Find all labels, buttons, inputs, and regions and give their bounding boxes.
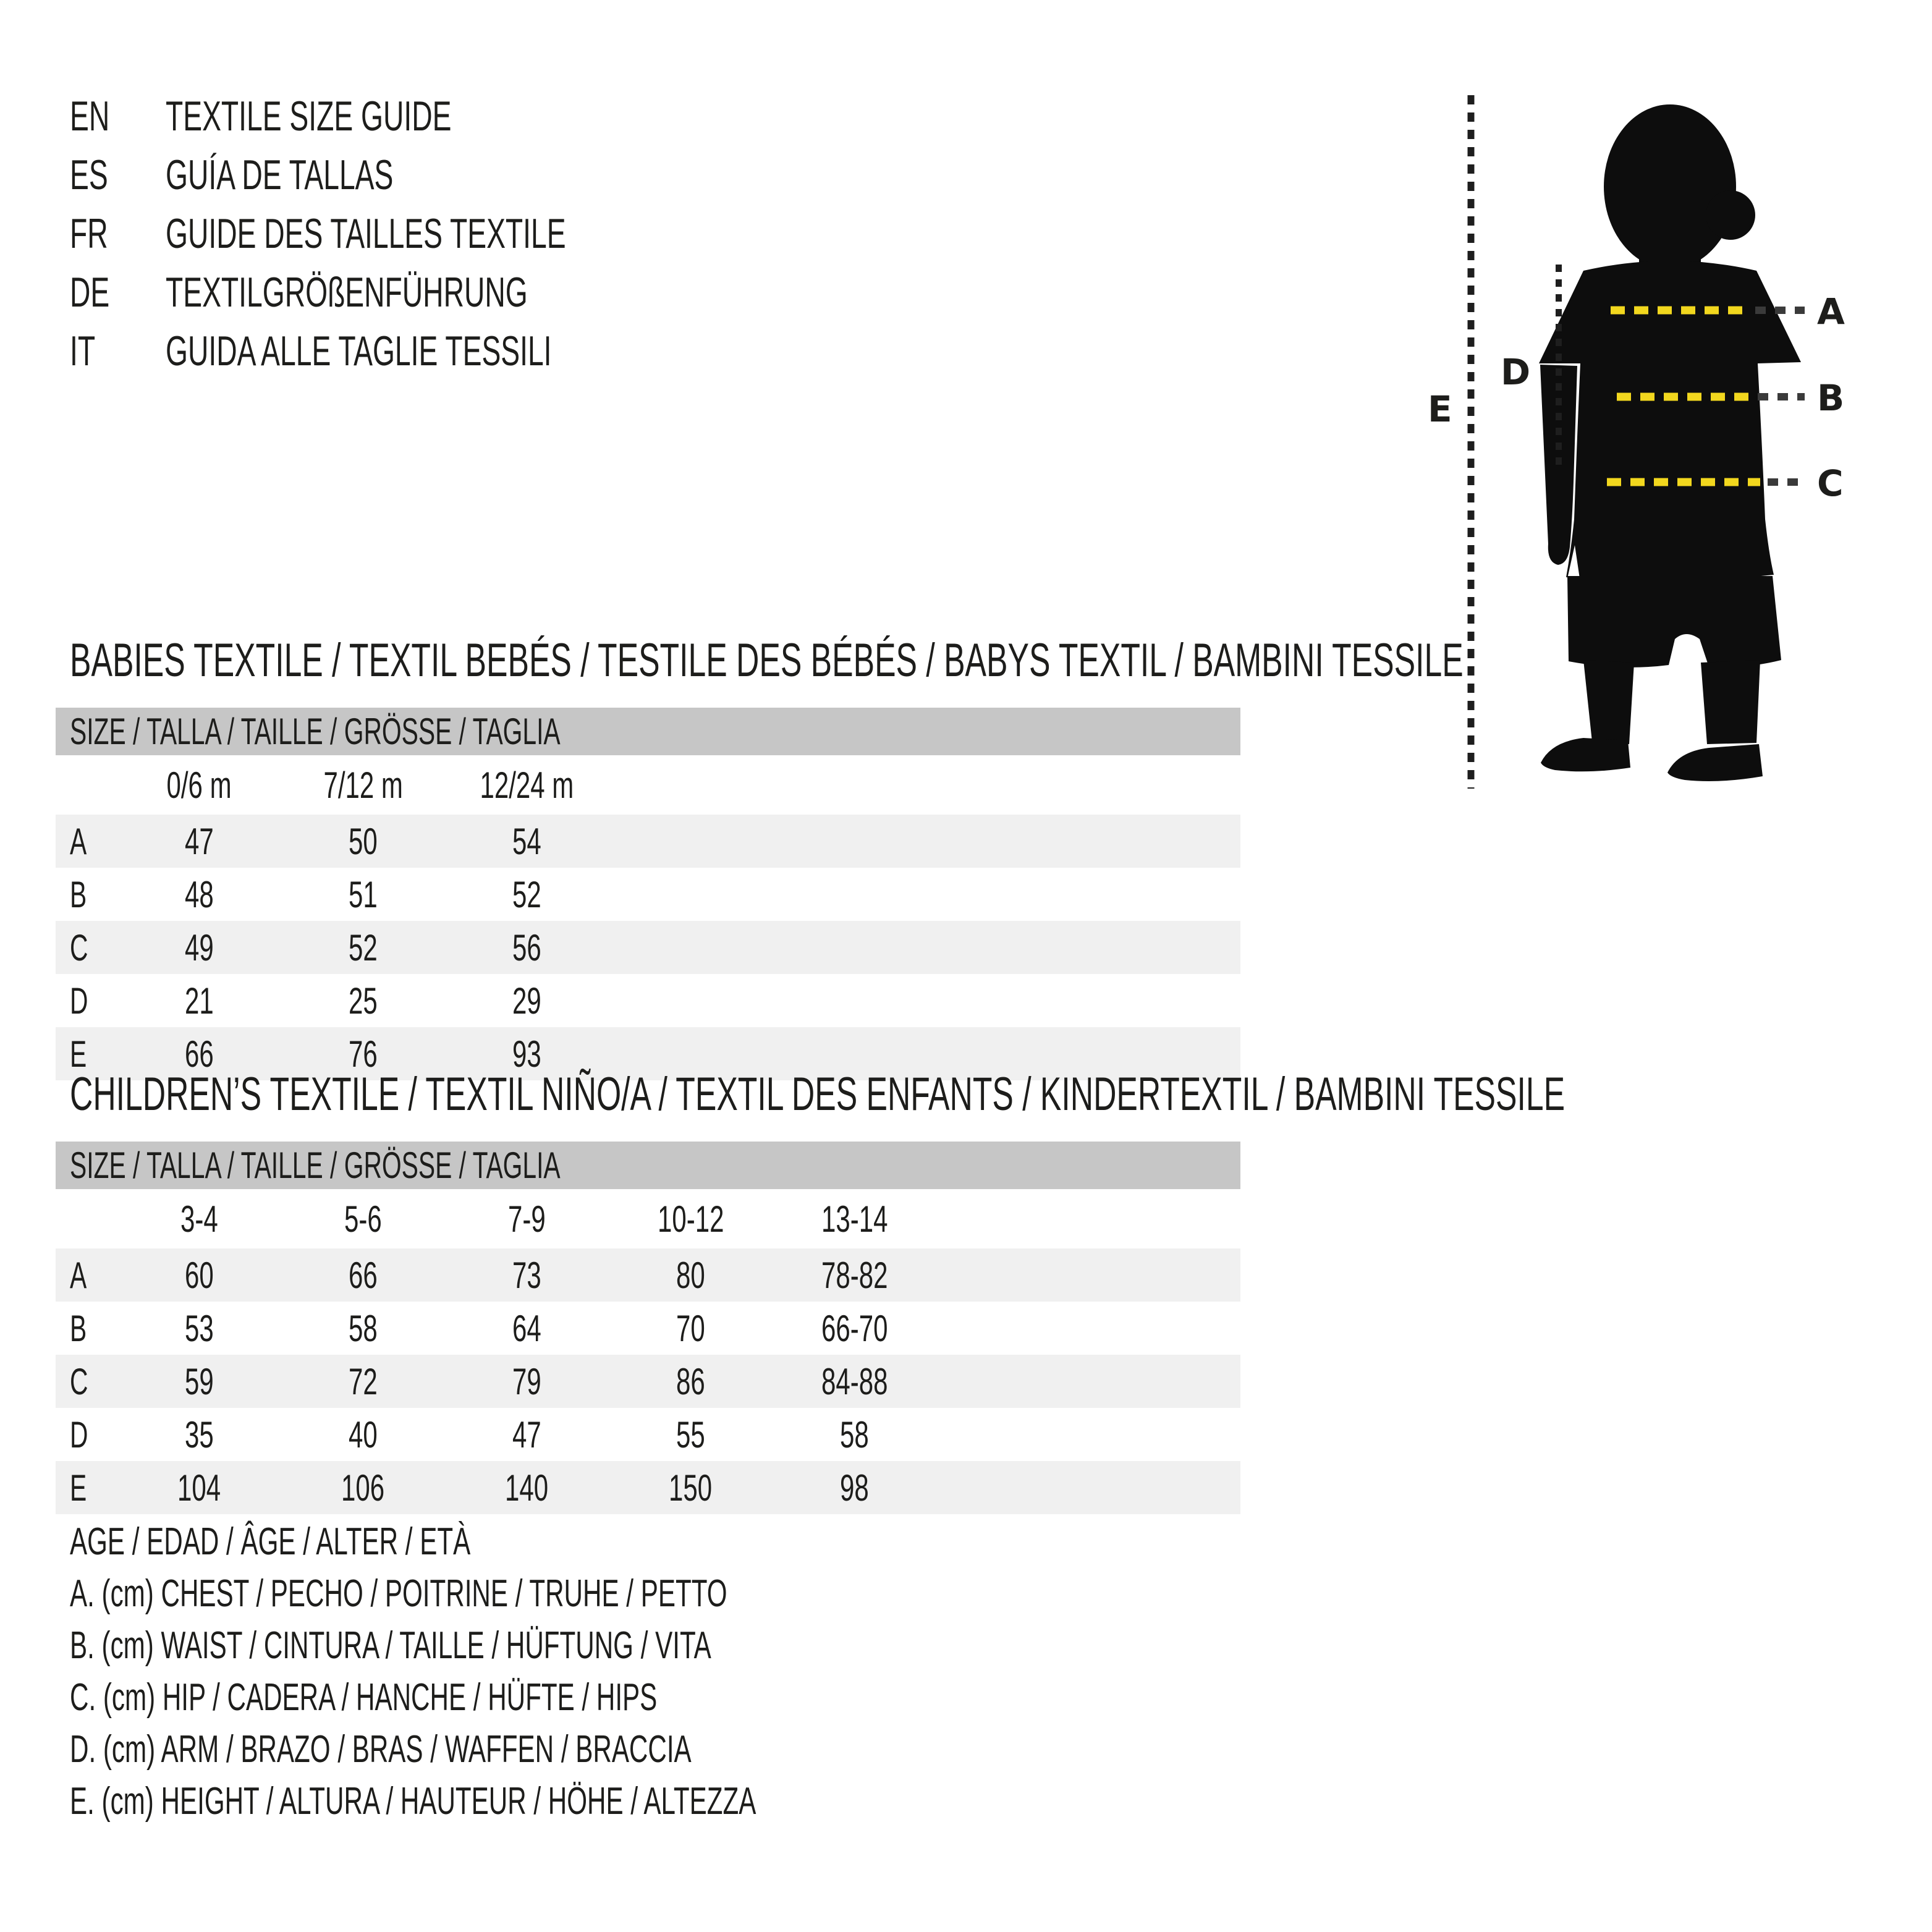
- children-column-headers: [56, 1189, 1240, 1248]
- table-cell: 60: [185, 1254, 214, 1296]
- column-header: 3-4: [180, 1198, 218, 1240]
- language-code: IT: [70, 327, 96, 375]
- table-cell: 49: [185, 926, 214, 968]
- legend-line: B. (cm) WAIST / CINTURA / TAILLE / HÜFTUNG / VITA: [70, 1624, 711, 1667]
- table-row: [56, 921, 1240, 974]
- column-header: 7/12 m: [323, 764, 403, 806]
- language-guide-title: GUÍA DE TALLAS: [166, 151, 394, 198]
- children-table-header-bar: [56, 1142, 1240, 1189]
- table-cell: 25: [349, 980, 378, 1022]
- table-cell: 66: [349, 1254, 378, 1296]
- language-code: DE: [70, 268, 110, 316]
- table-row: [56, 1302, 1240, 1355]
- language-row: [70, 87, 754, 145]
- table-cell: 59: [185, 1360, 214, 1402]
- measurement-legend: [70, 1515, 1079, 1827]
- row-label: C: [70, 1360, 88, 1402]
- babies-column-headers: [56, 755, 1240, 815]
- table-cell: 52: [349, 926, 378, 968]
- children-table-rows: [56, 1248, 1240, 1514]
- language-guide-title: TEXTILE SIZE GUIDE: [166, 92, 452, 140]
- table-row: [56, 1248, 1240, 1302]
- legend-line: A. (cm) CHEST / PECHO / POITRINE / TRUHE / PETTO: [70, 1572, 727, 1615]
- table-cell: 104: [177, 1467, 221, 1509]
- measurement-diagram: [1421, 87, 1932, 797]
- table-cell: 93: [512, 1033, 541, 1075]
- table-cell: 72: [349, 1360, 378, 1402]
- table-cell: 56: [512, 926, 541, 968]
- row-label: D: [70, 980, 88, 1022]
- children-section-title-text: CHILDREN’S TEXTILE / TEXTIL NIÑO/A / TEXTIL DES ENFANTS / KINDERTEXTIL / BAMBINI TESSILE: [70, 1067, 1566, 1121]
- table-cell: 73: [512, 1254, 541, 1296]
- table-cell: 58: [840, 1413, 869, 1455]
- column-header: 12/24 m: [480, 764, 574, 806]
- measure-label-c: C: [1817, 462, 1844, 504]
- language-code: ES: [70, 151, 108, 198]
- table-cell: 55: [676, 1413, 705, 1455]
- table-row: [56, 1408, 1240, 1461]
- table-cell: 78-82: [821, 1254, 888, 1296]
- table-row: [56, 1461, 1240, 1514]
- row-label: E: [70, 1033, 87, 1075]
- legend-line: D. (cm) ARM / BRAZO / BRAS / WAFFEN / BRACCIA: [70, 1727, 692, 1771]
- children-section-title: [70, 1066, 1932, 1122]
- table-cell: 86: [676, 1360, 705, 1402]
- babies-table-header-text: SIZE / TALLA / TAILLE / GRÖSSE / TAGLIA: [70, 711, 561, 752]
- children-size-table: [56, 1142, 1240, 1514]
- table-cell: 98: [840, 1467, 869, 1509]
- measure-label-d: D: [1501, 351, 1531, 393]
- column-header: 7-9: [508, 1198, 546, 1240]
- table-cell: 21: [185, 980, 214, 1022]
- language-guide-title: TEXTILGRÖßENFÜHRUNG: [166, 268, 528, 316]
- row-label: A: [70, 820, 87, 862]
- table-cell: 48: [185, 873, 214, 915]
- row-label: E: [70, 1467, 87, 1509]
- table-row: [56, 868, 1240, 921]
- table-row: [56, 974, 1240, 1027]
- babies-size-table: [56, 708, 1240, 1080]
- legend-line: AGE / EDAD / ÂGE / ALTER / ETÀ: [70, 1520, 471, 1563]
- legend-line: E. (cm) HEIGHT / ALTURA / HAUTEUR / HÖHE / ALTEZZA: [70, 1779, 756, 1823]
- row-label: A: [70, 1254, 87, 1296]
- babies-table-rows: [56, 815, 1240, 1080]
- table-cell: 79: [512, 1360, 541, 1402]
- table-cell: 84-88: [821, 1360, 888, 1402]
- language-row: [70, 263, 754, 321]
- table-cell: 106: [341, 1467, 385, 1509]
- table-row: [56, 815, 1240, 868]
- table-cell: 47: [185, 820, 214, 862]
- language-code: EN: [70, 92, 110, 140]
- language-title-list: [70, 87, 754, 380]
- row-label: B: [70, 873, 87, 915]
- table-cell: 80: [676, 1254, 705, 1296]
- column-header: 0/6 m: [166, 764, 232, 806]
- column-header: 13-14: [821, 1198, 888, 1240]
- language-guide-title: GUIDA ALLE TAGLIE TESSILI: [166, 327, 552, 375]
- children-table-header-text: SIZE / TALLA / TAILLE / GRÖSSE / TAGLIA: [70, 1145, 561, 1186]
- language-row: [70, 204, 754, 263]
- table-cell: 64: [512, 1307, 541, 1349]
- row-label: D: [70, 1413, 88, 1455]
- measure-label-e: E: [1428, 388, 1452, 430]
- table-cell: 76: [349, 1033, 378, 1075]
- table-cell: 50: [349, 820, 378, 862]
- column-header: 10-12: [657, 1198, 724, 1240]
- table-cell: 66-70: [821, 1307, 888, 1349]
- table-cell: 35: [185, 1413, 214, 1455]
- table-cell: 66: [185, 1033, 214, 1075]
- language-code: FR: [70, 210, 108, 257]
- babies-section-title-text: BABIES TEXTILE / TEXTIL BEBÉS / TESTILE DES BÉBÉS / BABYS TEXTIL / BAMBINI TESSILE: [70, 633, 1464, 687]
- table-cell: 53: [185, 1307, 214, 1349]
- legend-line: C. (cm) HIP / CADERA / HANCHE / HÜFTE / HIPS: [70, 1676, 658, 1719]
- measure-label-b: B: [1817, 377, 1845, 419]
- table-cell: 52: [512, 873, 541, 915]
- babies-table-header-bar: [56, 708, 1240, 755]
- row-label: C: [70, 926, 88, 968]
- babies-section-title: [70, 632, 1932, 688]
- language-guide-title: GUIDE DES TAILLES TEXTILE: [166, 210, 566, 257]
- table-cell: 70: [676, 1307, 705, 1349]
- column-header: 5-6: [344, 1198, 382, 1240]
- table-cell: 29: [512, 980, 541, 1022]
- table-cell: 40: [349, 1413, 378, 1455]
- table-row: [56, 1355, 1240, 1408]
- table-cell: 58: [349, 1307, 378, 1349]
- table-cell: 51: [349, 873, 378, 915]
- measure-label-a: A: [1817, 290, 1845, 333]
- table-cell: 54: [512, 820, 541, 862]
- row-label: B: [70, 1307, 87, 1349]
- table-cell: 150: [669, 1467, 713, 1509]
- table-cell: 47: [512, 1413, 541, 1455]
- language-row: [70, 321, 754, 380]
- table-cell: 140: [505, 1467, 549, 1509]
- language-row: [70, 145, 754, 204]
